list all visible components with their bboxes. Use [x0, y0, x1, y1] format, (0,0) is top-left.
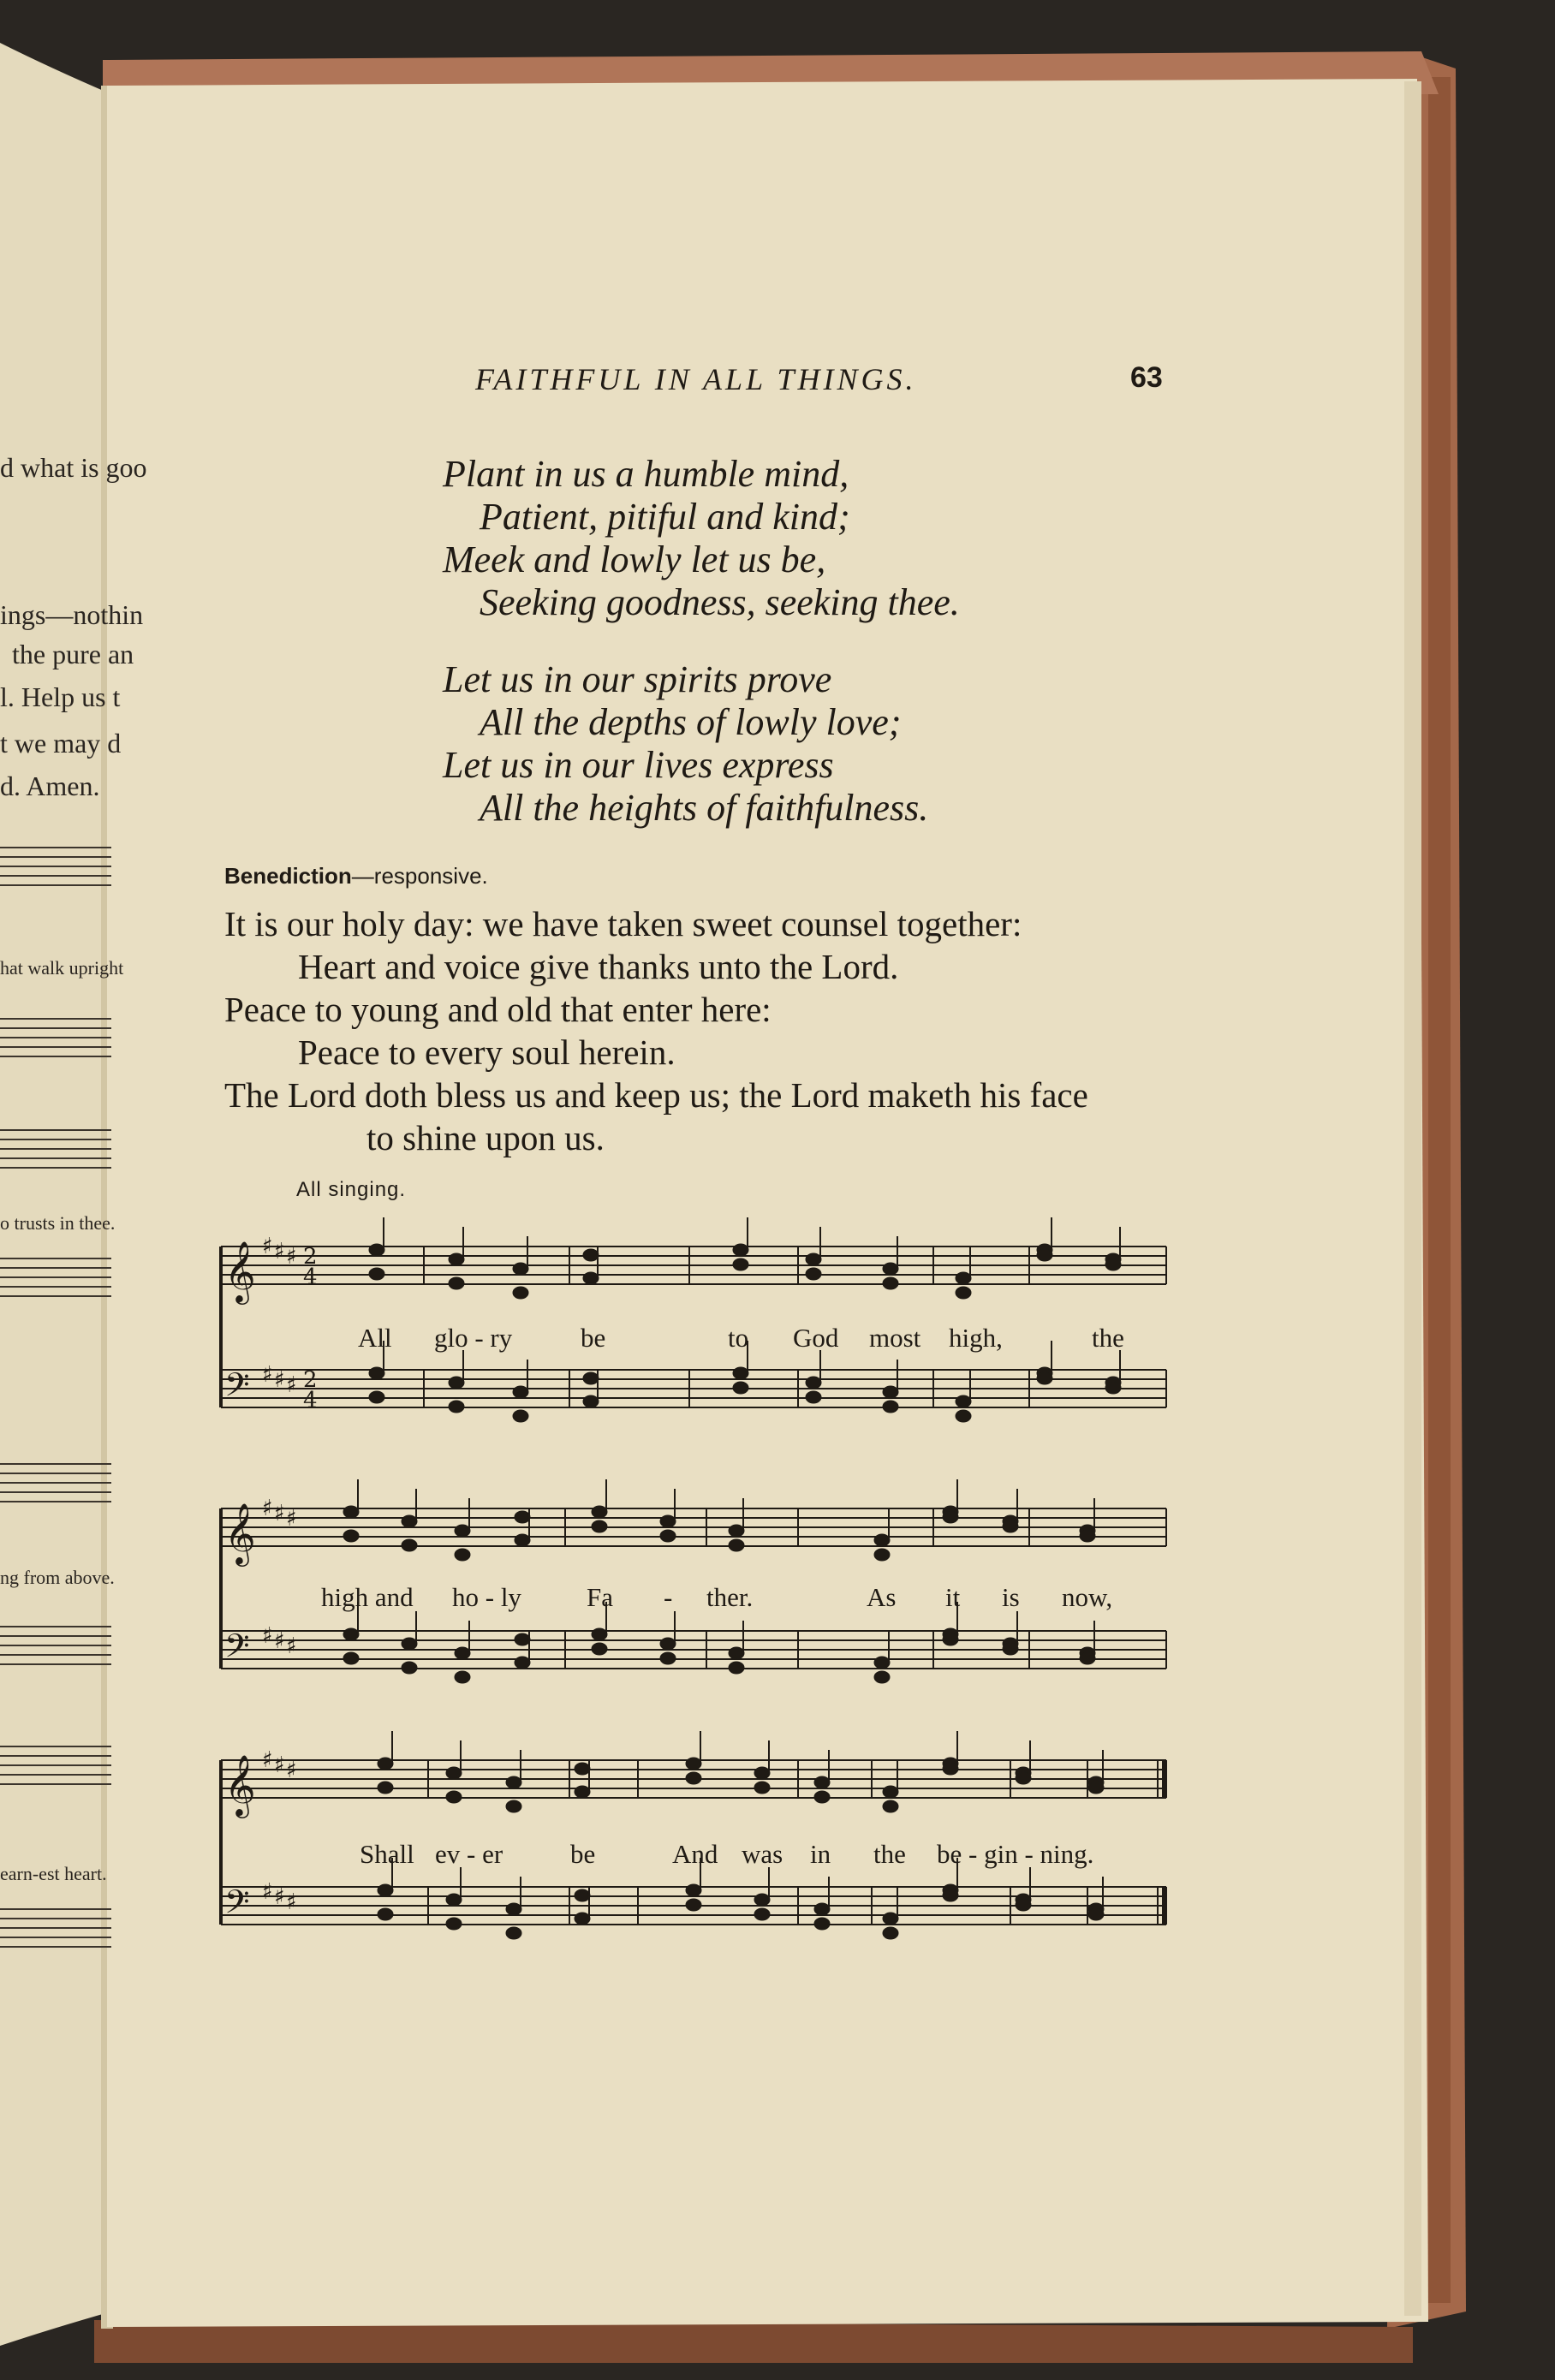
note-head — [883, 1386, 898, 1398]
note-head — [660, 1515, 676, 1527]
note-head — [806, 1253, 821, 1265]
note-head — [883, 1401, 898, 1413]
note-head — [446, 1791, 462, 1803]
note-head — [729, 1539, 744, 1551]
note-head — [369, 1391, 384, 1403]
note-head — [754, 1767, 770, 1779]
note-head — [1003, 1643, 1018, 1655]
page-number: 63 — [1130, 361, 1163, 394]
note-head — [402, 1662, 417, 1674]
benediction-line: It is our holy day: we have taken sweet counsel together: — [224, 904, 1022, 943]
note-head — [575, 1786, 590, 1798]
note-head — [1080, 1652, 1095, 1664]
lyric-syllable: be — [570, 1839, 596, 1869]
left-page-fragment: earn-est heart. — [0, 1863, 107, 1884]
lyric-syllable: All — [358, 1323, 392, 1353]
note-head — [943, 1511, 958, 1523]
note-head — [592, 1628, 607, 1640]
benediction-line: The Lord doth bless us and keep us; the Lord maketh his face — [224, 1075, 1088, 1115]
poem-line: Let us in our spirits prove — [443, 658, 832, 700]
sharp: ♯ — [274, 1884, 285, 1910]
left-page-fragment: d what is goo — [0, 452, 147, 483]
sharp: ♯ — [286, 1889, 297, 1915]
poem-line: Let us in our lives express — [443, 744, 834, 786]
note-head — [956, 1272, 971, 1284]
sharp: ♯ — [286, 1506, 297, 1532]
note-head — [883, 1263, 898, 1275]
left-page-fragment: ings—nothin — [0, 599, 144, 630]
note-head — [583, 1372, 599, 1384]
sharp: ♯ — [262, 1623, 273, 1649]
lyric-syllable: in — [810, 1839, 831, 1869]
note-head — [814, 1918, 830, 1930]
note-head — [515, 1633, 530, 1645]
note-head — [806, 1377, 821, 1389]
bass-clef: 𝄢 — [224, 1627, 250, 1673]
note-head — [729, 1662, 744, 1674]
lyric-syllable: it — [945, 1582, 961, 1612]
lyric-syllable: ho - ly — [452, 1582, 521, 1612]
note-head — [402, 1515, 417, 1527]
poem-line: All the depths of lowly love; — [480, 701, 902, 743]
music-instruction: All singing. — [296, 1178, 407, 1201]
running-header: FAITHFUL IN ALL THINGS. — [475, 362, 917, 396]
note-head — [754, 1908, 770, 1920]
benediction-line: Peace to every soul herein. — [298, 1032, 676, 1072]
sharp: ♯ — [286, 1244, 297, 1270]
note-head — [1037, 1249, 1052, 1261]
note-head — [883, 1927, 898, 1939]
lyric-syllable: As — [867, 1582, 897, 1612]
note-head — [583, 1395, 599, 1407]
lyric-syllable: be - gin - ning. — [937, 1839, 1094, 1869]
note-head — [449, 1253, 464, 1265]
treble-clef: 𝄞 — [224, 1240, 256, 1302]
note-head — [369, 1268, 384, 1280]
sharp: ♯ — [262, 1362, 273, 1388]
poem-line: Patient, pitiful and kind; — [480, 496, 850, 538]
note-head — [1105, 1382, 1121, 1394]
note-head — [729, 1525, 744, 1537]
lyric-syllable: ther. — [706, 1582, 754, 1612]
note-head — [592, 1506, 607, 1518]
note-head — [515, 1534, 530, 1546]
sharp: ♯ — [286, 1758, 297, 1783]
poem-line: Seeking goodness, seeking thee. — [480, 581, 960, 623]
left-page-fragment: the pure an — [12, 639, 134, 669]
note-head — [1016, 1899, 1031, 1911]
note-head — [506, 1800, 521, 1812]
note-head — [446, 1918, 462, 1930]
note-head — [513, 1263, 528, 1275]
note-head — [506, 1927, 521, 1939]
note-head — [733, 1382, 748, 1394]
bass-clef: 𝄢 — [224, 1366, 250, 1412]
note-head — [378, 1884, 393, 1896]
sharp: ♯ — [274, 1752, 285, 1778]
poem-line: Plant in us a humble mind, — [443, 453, 849, 495]
lyric-syllable: high and — [321, 1582, 414, 1612]
note-head — [575, 1889, 590, 1901]
poem-line: All the heights of faithfulness. — [480, 787, 929, 829]
note-head — [1088, 1782, 1104, 1794]
note-head — [814, 1791, 830, 1803]
note-head — [513, 1410, 528, 1422]
note-head — [956, 1410, 971, 1422]
benediction-line: Heart and voice give thanks unto the Lord. — [298, 947, 899, 986]
note-head — [883, 1913, 898, 1925]
lyric-syllable: to — [728, 1323, 749, 1353]
sharp: ♯ — [262, 1234, 273, 1259]
note-head — [733, 1258, 748, 1270]
note-head — [686, 1758, 701, 1770]
note-head — [874, 1549, 890, 1561]
left-page-fragment: o trusts in thee. — [0, 1212, 116, 1234]
note-head — [733, 1244, 748, 1256]
lyric-syllable: Shall — [360, 1839, 414, 1869]
left-page-fragment: d. Amen. — [0, 771, 100, 801]
note-head — [592, 1520, 607, 1532]
note-head — [455, 1647, 470, 1659]
lyric-syllable: high, — [949, 1323, 1003, 1353]
lyric-syllable: the — [873, 1839, 906, 1869]
sharp: ♯ — [286, 1372, 297, 1398]
note-head — [506, 1903, 521, 1915]
note-head — [449, 1401, 464, 1413]
note-head — [943, 1763, 958, 1775]
note-head — [733, 1367, 748, 1379]
time-sig-bottom: 4 — [303, 1264, 318, 1290]
note-head — [729, 1647, 744, 1659]
lyric-syllable: God — [793, 1323, 839, 1353]
lyric-syllable: Fa — [587, 1582, 613, 1612]
lyric-syllable: most — [869, 1323, 921, 1353]
lyric-syllable: is — [1002, 1582, 1020, 1612]
lyric-syllable: And — [672, 1839, 718, 1869]
note-head — [1080, 1530, 1095, 1542]
benediction-line: to shine upon us. — [366, 1118, 605, 1157]
note-head — [874, 1534, 890, 1546]
left-page-fragment: t we may d — [0, 728, 122, 759]
left-page-fragment: l. Help us t — [0, 681, 121, 712]
note-head — [513, 1287, 528, 1299]
sharp: ♯ — [274, 1628, 285, 1654]
note-head — [754, 1894, 770, 1906]
note-head — [874, 1657, 890, 1669]
note-head — [378, 1908, 393, 1920]
benediction-title: Benediction — [224, 863, 352, 889]
benediction-subtitle: —responsive. — [351, 863, 488, 889]
note-head — [943, 1889, 958, 1901]
lyric-syllable: ev - er — [435, 1839, 503, 1869]
sharp: ♯ — [262, 1747, 273, 1773]
time-sig-top: 2 — [303, 1244, 318, 1270]
sharp: ♯ — [262, 1496, 273, 1521]
sharp: ♯ — [274, 1367, 285, 1393]
time-sig-bottom: 4 — [303, 1388, 318, 1413]
note-head — [575, 1763, 590, 1775]
note-head — [449, 1277, 464, 1289]
note-head — [686, 1884, 701, 1896]
note-head — [515, 1511, 530, 1523]
note-head — [956, 1395, 971, 1407]
lyric-syllable: - — [664, 1582, 673, 1612]
note-head — [378, 1782, 393, 1794]
note-head — [943, 1633, 958, 1645]
note-head — [883, 1800, 898, 1812]
poem-line: Meek and lowly let us be, — [443, 538, 826, 580]
note-head — [455, 1671, 470, 1683]
note-head — [592, 1643, 607, 1655]
note-head — [883, 1277, 898, 1289]
note-head — [686, 1899, 701, 1911]
note-head — [446, 1894, 462, 1906]
lyric-syllable: glo - ry — [434, 1323, 513, 1353]
sharp: ♯ — [262, 1879, 273, 1905]
note-head — [660, 1530, 676, 1542]
lyric-syllable: now, — [1062, 1582, 1113, 1612]
note-head — [402, 1539, 417, 1551]
note-head — [806, 1391, 821, 1403]
note-head — [449, 1377, 464, 1389]
note-head — [1088, 1908, 1104, 1920]
note-head — [343, 1530, 359, 1542]
left-page-fragment: ng from above. — [0, 1567, 115, 1588]
note-head — [660, 1652, 676, 1664]
note-head — [575, 1913, 590, 1925]
left-page-fragment: hat walk upright — [0, 957, 124, 979]
note-head — [378, 1758, 393, 1770]
note-head — [1037, 1372, 1052, 1384]
note-head — [506, 1776, 521, 1788]
note-head — [583, 1272, 599, 1284]
treble-clef: 𝄞 — [224, 1753, 256, 1816]
lyric-syllable: the — [1092, 1323, 1124, 1353]
benediction-line: Peace to young and old that enter here: — [224, 990, 772, 1029]
note-head — [515, 1657, 530, 1669]
sharp: ♯ — [286, 1633, 297, 1659]
treble-clef: 𝄞 — [224, 1502, 256, 1564]
note-head — [446, 1767, 462, 1779]
note-head — [1016, 1772, 1031, 1784]
note-head — [1105, 1258, 1121, 1270]
note-head — [455, 1549, 470, 1561]
note-head — [686, 1772, 701, 1784]
note-head — [883, 1786, 898, 1798]
note-head — [369, 1367, 384, 1379]
note-head — [754, 1782, 770, 1794]
note-head — [956, 1287, 971, 1299]
benediction-heading — [224, 863, 488, 890]
note-head — [513, 1386, 528, 1398]
note-head — [343, 1628, 359, 1640]
note-head — [343, 1506, 359, 1518]
note-head — [814, 1903, 830, 1915]
note-head — [1003, 1520, 1018, 1532]
note-head — [660, 1638, 676, 1650]
note-head — [806, 1268, 821, 1280]
time-sig-top: 2 — [303, 1367, 318, 1393]
note-head — [402, 1638, 417, 1650]
note-head — [455, 1525, 470, 1537]
note-head — [814, 1776, 830, 1788]
note-head — [343, 1652, 359, 1664]
lyric-syllable: be — [581, 1323, 606, 1353]
sharp: ♯ — [274, 1501, 285, 1526]
note-head — [369, 1244, 384, 1256]
note-head — [874, 1671, 890, 1683]
bass-clef: 𝄢 — [224, 1883, 250, 1929]
note-head — [583, 1249, 599, 1261]
lyric-syllable: was — [742, 1839, 783, 1869]
sharp: ♯ — [274, 1239, 285, 1264]
